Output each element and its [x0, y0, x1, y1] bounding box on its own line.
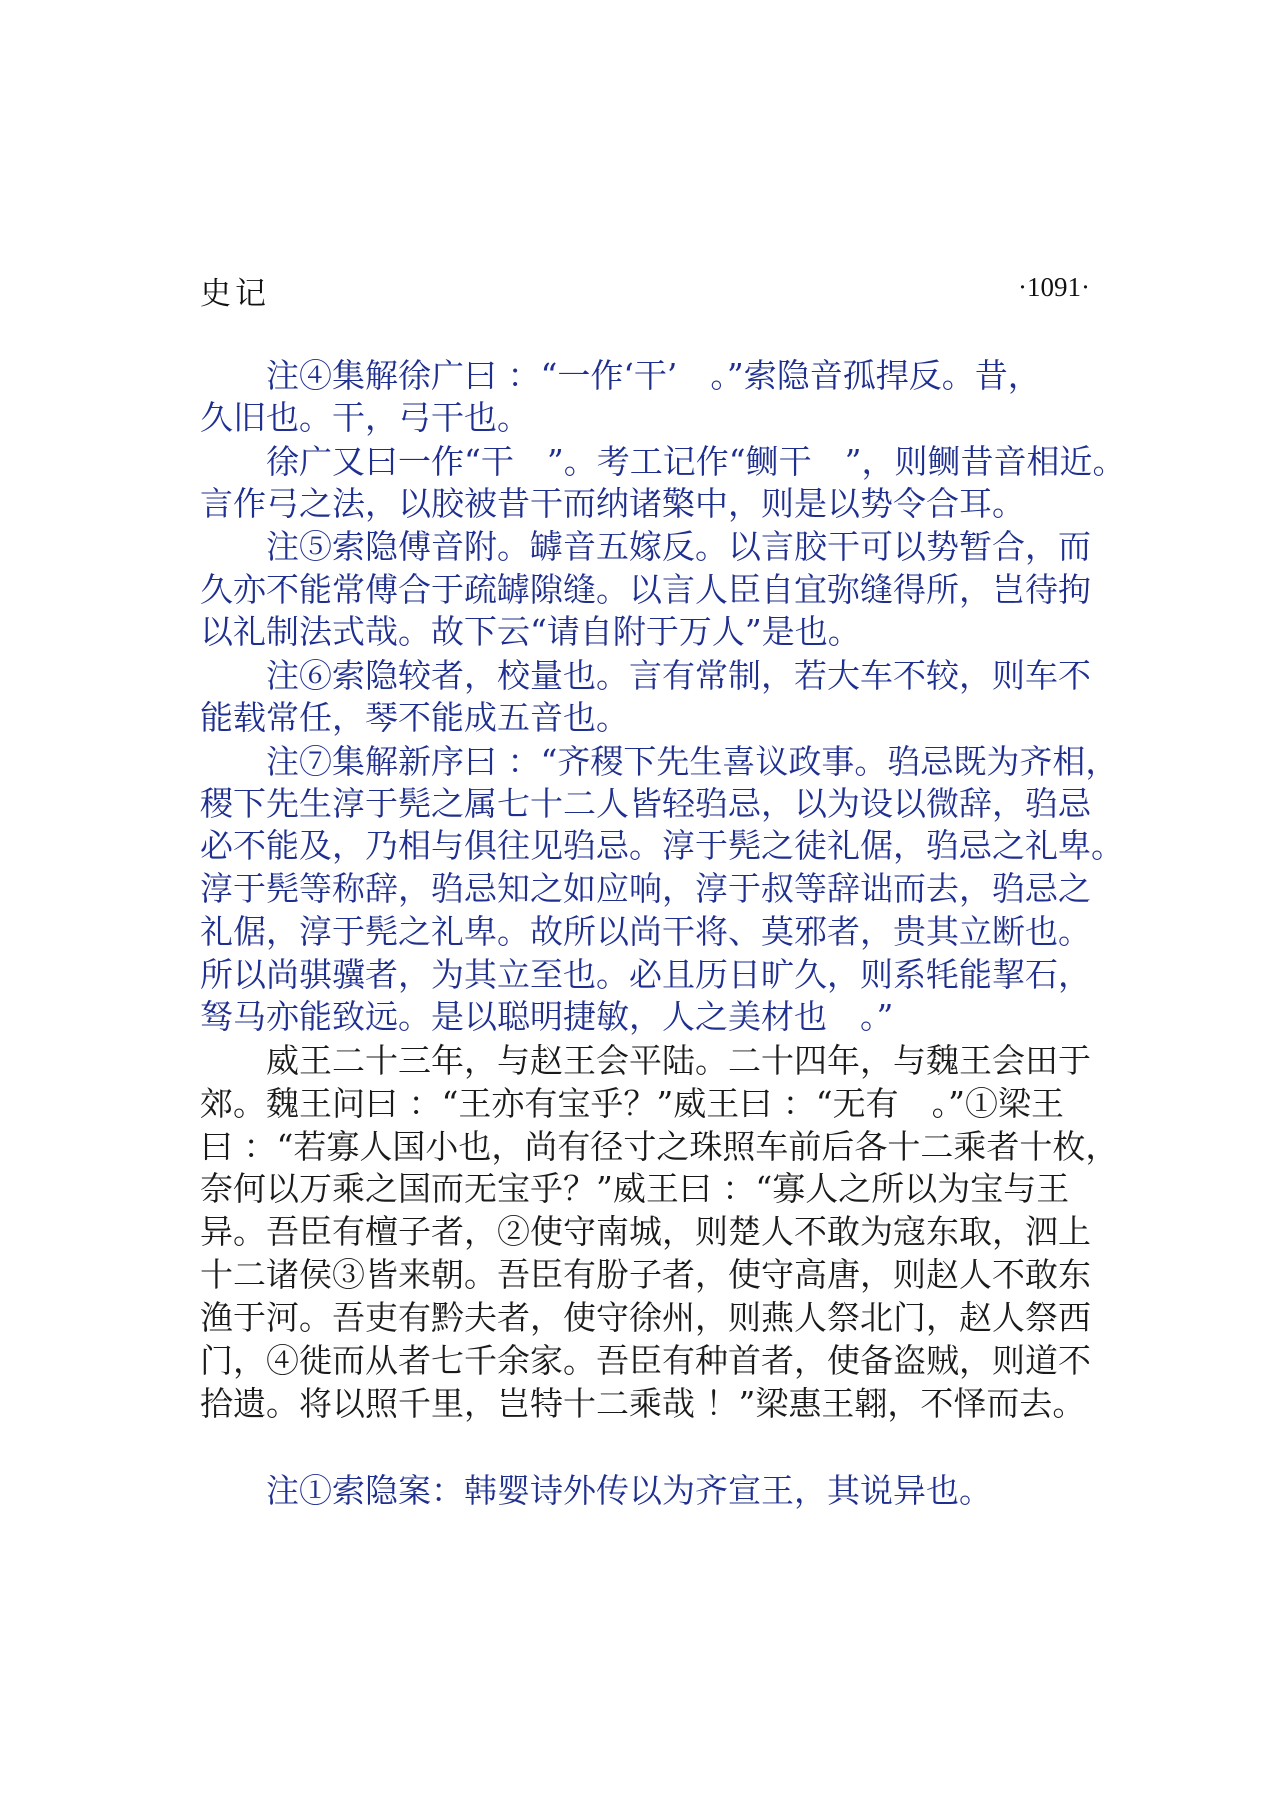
text-line: 注⑥索隐较者，校量也。言有常制，若大车不较，则车不 [200, 656, 1091, 695]
text-line: 异。吾臣有檀子者，②使守南城，则楚人不敢为寇东取，泗上 [200, 1212, 1091, 1251]
text-line: 必不能及，乃相与俱往见驺忌。淳于髡之徒礼倨，驺忌之礼卑。 [200, 826, 1124, 865]
text-line: 以礼制法式哉。故下云“请自附于万人”是也。 [200, 612, 861, 651]
text-line: 注④集解徐广曰 ：“一作‘干’ 。”索隐音孤捍反。昔， [200, 356, 1041, 395]
text-line: 久亦不能常傅合于疏罅隙缝。以言人臣自宜弥缝得所，岂待拘 [200, 570, 1091, 609]
text-line: 渔于河。吾吏有黔夫者，使守徐州，则燕人祭北门，赵人祭西 [200, 1298, 1091, 1337]
text-line: 稷下先生淳于髡之属七十二人皆轻驺忌，以为设以微辞，驺忌 [200, 784, 1091, 823]
text-line: 注①索隐案：韩婴诗外传以为齐宣王，其说异也。 [200, 1471, 992, 1510]
text-line: 所以尚骐骥者，为其立至也。必且历日旷久，则系牦能挈石， [200, 955, 1091, 994]
page-number: ·1091· [1018, 272, 1090, 302]
text-line: 拾遗。将以照千里，岂特十二乘哉 ！”梁惠王翶，不怿而去。 [200, 1384, 1086, 1423]
text-line: 注⑤索隐傅音附。罅音五嫁反。以言胶干可以势暂合，而 [200, 527, 1091, 566]
text-line: 言作弓之法，以胶被昔干而纳诸檠中，则是以势令合耳。 [200, 484, 1025, 523]
text-line: 能载常任，琴不能成五音也。 [200, 698, 629, 737]
text-line: 十二诸侯③皆来朝。吾臣有朌子者，使守高唐，则赵人不敢东 [200, 1255, 1091, 1294]
text-line: 门，④徙而从者七千余家。吾臣有种首者，使备盗贼，则道不 [200, 1341, 1091, 1380]
running-header-title: 史记 [200, 276, 270, 312]
text-line: 注⑦集解新序曰 ：“齐稷下先生喜议政事。驺忌既为齐相， [200, 742, 1119, 781]
text-line: 淳于髡等称辞，驺忌知之如应响，淳于叔等辞诎而去，驺忌之 [200, 869, 1091, 908]
text-line: 驽马亦能致远。是以聪明捷敏，人之美材也 。” [200, 997, 894, 1036]
text-line: 威王二十三年，与赵王会平陆。二十四年，与魏王会田于 [200, 1041, 1091, 1080]
text-line: 徐广又曰一作“干 ”。考工记作“鲗干 ”，则鲗昔音相近。 [200, 442, 1126, 481]
text-line: 礼倨，淳于髡之礼卑。故所以尚干将、莫邪者，贵其立断也。 [200, 912, 1091, 951]
text-line: 郊。魏王问曰 ：“王亦有宝乎？”威王曰 ：“无有 。”①梁王 [200, 1084, 1064, 1123]
text-line: 奈何以万乘之国而无宝乎？”威王曰 ：“寡人之所以为宝与王 [200, 1169, 1070, 1208]
text-line: 曰 ：“若寡人国小也，尚有径寸之珠照车前后各十二乘者十枚， [200, 1127, 1119, 1166]
text-line: 久旧也。干，弓干也。 [200, 398, 530, 437]
